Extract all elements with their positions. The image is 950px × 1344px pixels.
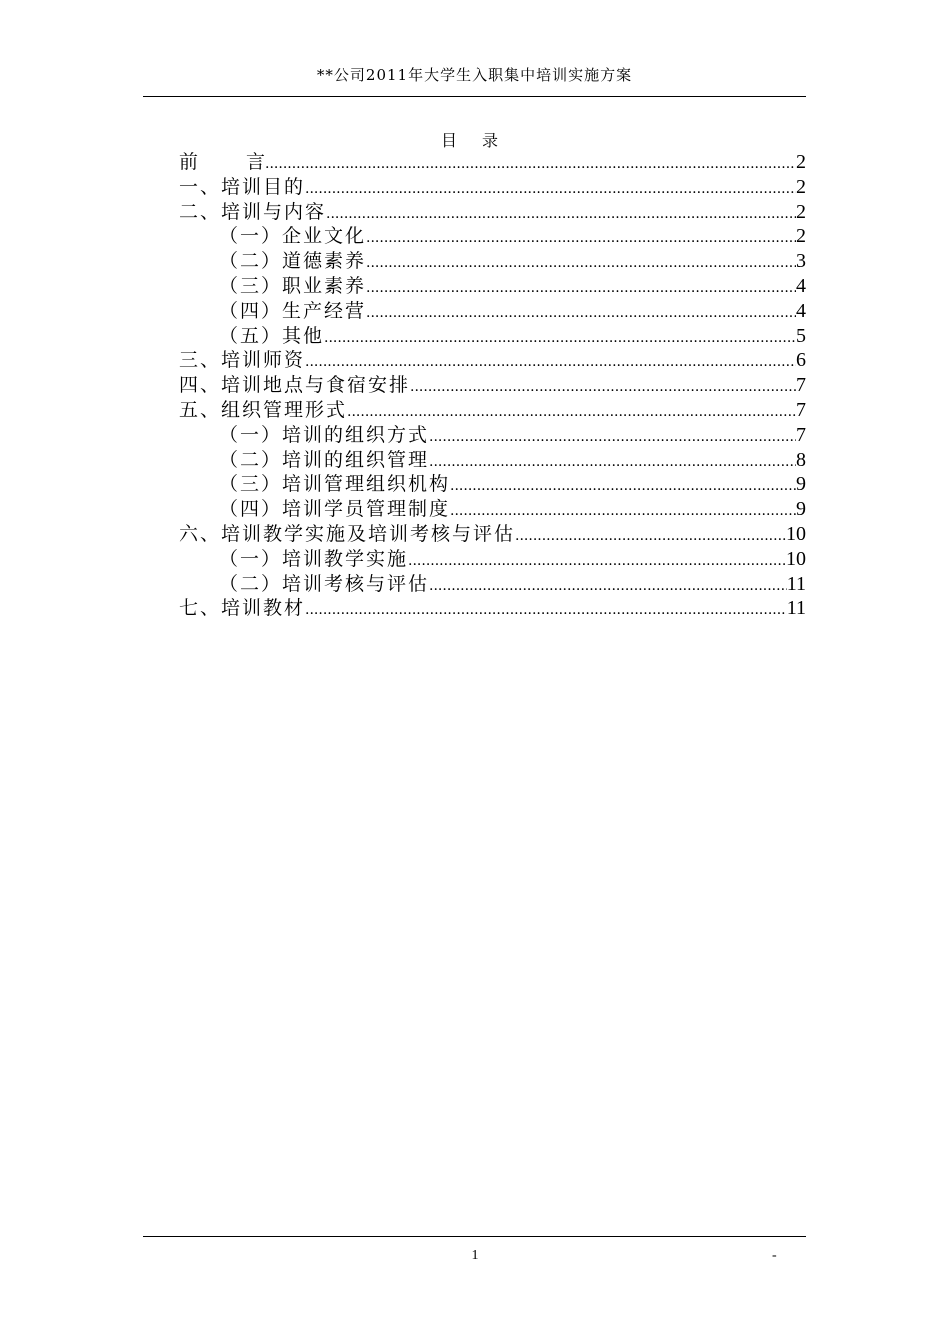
toc-entry-label: （三）职业素养 bbox=[219, 274, 367, 297]
toc-entry-label: （三）培训管理组织机构 bbox=[219, 473, 451, 496]
toc-entry-page: 8 bbox=[796, 448, 806, 471]
toc-entry-label: （二）培训的组织管理 bbox=[219, 448, 430, 471]
toc-entry-page: 4 bbox=[796, 274, 806, 297]
toc-entry-label: （二）道德素养 bbox=[219, 250, 367, 273]
toc-entry[interactable] bbox=[179, 200, 806, 225]
toc-entry[interactable] bbox=[179, 423, 806, 448]
toc-entry-label: （一）培训教学实施 bbox=[219, 547, 409, 570]
toc-entry-label: 六、培训教学实施及培训考核与评估 bbox=[179, 522, 516, 545]
toc-dot-leader bbox=[429, 450, 796, 475]
toc-dot-leader bbox=[366, 251, 796, 276]
toc-entry-label: 五、组织管理形式 bbox=[179, 398, 348, 421]
toc-entry[interactable] bbox=[179, 572, 806, 597]
toc-entry[interactable] bbox=[179, 373, 806, 398]
toc-entry-label: 前 言 bbox=[179, 151, 266, 173]
toc-entry[interactable] bbox=[179, 348, 806, 373]
toc-dot-leader bbox=[515, 524, 786, 549]
toc-list bbox=[179, 150, 806, 621]
toc-entry[interactable] bbox=[179, 249, 806, 274]
toc-entry-label: 七、培训教材 bbox=[179, 597, 306, 620]
toc-entry[interactable] bbox=[179, 274, 806, 299]
footer-rule bbox=[143, 1236, 806, 1237]
toc-dot-leader bbox=[408, 549, 786, 574]
toc-dot-leader bbox=[450, 499, 796, 524]
toc-entry-label: （一）企业文化 bbox=[219, 225, 367, 248]
toc-dot-leader bbox=[410, 375, 796, 400]
toc-entry-page: 3 bbox=[796, 250, 806, 273]
toc-dot-leader bbox=[366, 226, 796, 251]
toc-entry-page: 2 bbox=[796, 175, 806, 198]
toc-dot-leader bbox=[366, 276, 796, 301]
toc-entry-page: 4 bbox=[796, 299, 806, 322]
toc-entry-label: （四）培训学员管理制度 bbox=[219, 498, 451, 521]
toc-entry-label: 四、培训地点与食宿安排 bbox=[179, 374, 411, 397]
toc-entry[interactable] bbox=[179, 448, 806, 473]
toc-dot-leader bbox=[366, 301, 796, 326]
toc-heading: 目 录 bbox=[440, 131, 509, 150]
toc-entry-page: 5 bbox=[796, 324, 806, 347]
toc-entry-label: 二、培训与内容 bbox=[179, 200, 327, 223]
toc-dot-leader bbox=[305, 177, 796, 202]
toc-dot-leader bbox=[326, 202, 796, 227]
toc-dot-leader bbox=[265, 152, 796, 177]
toc-entry-page: 2 bbox=[796, 225, 806, 248]
toc-entry[interactable] bbox=[179, 324, 806, 349]
header-rule bbox=[143, 96, 806, 97]
header-title: **公司2011年大学生入职集中培训实施方案 bbox=[316, 66, 633, 84]
toc-entry-label: （五）其他 bbox=[219, 324, 325, 347]
toc-entry-page: 10 bbox=[786, 522, 806, 545]
toc-entry-label: 一、培训目的 bbox=[179, 175, 306, 198]
toc-entry-page: 10 bbox=[786, 547, 806, 570]
toc-entry-page: 6 bbox=[796, 349, 806, 372]
toc-entry[interactable] bbox=[179, 150, 806, 175]
toc-entry-page: 11 bbox=[786, 572, 806, 595]
toc-entry-page: 2 bbox=[796, 151, 806, 173]
toc-entry-label: （四）生产经营 bbox=[219, 299, 367, 322]
toc-dot-leader bbox=[305, 598, 787, 623]
toc-dot-leader bbox=[429, 425, 796, 450]
toc-dot-leader bbox=[450, 474, 796, 499]
toc-entry-page: 7 bbox=[796, 423, 806, 446]
toc-entry-page: 9 bbox=[796, 498, 806, 521]
toc-entry-page: 2 bbox=[796, 200, 806, 223]
toc-entry[interactable] bbox=[179, 547, 806, 572]
footer-dash: - bbox=[772, 1248, 777, 1263]
toc-dot-leader bbox=[305, 350, 796, 375]
toc-entry[interactable] bbox=[179, 596, 806, 621]
toc-dot-leader bbox=[347, 400, 796, 425]
toc-entry[interactable] bbox=[179, 522, 806, 547]
footer-page-number: 1 bbox=[471, 1248, 479, 1263]
toc-entry-page: 7 bbox=[796, 398, 806, 421]
toc-entry[interactable] bbox=[179, 224, 806, 249]
toc-dot-leader bbox=[324, 326, 796, 351]
toc-entry[interactable] bbox=[179, 398, 806, 423]
toc-entry[interactable] bbox=[179, 299, 806, 324]
toc-entry[interactable] bbox=[179, 497, 806, 522]
toc-entry-label: （一）培训的组织方式 bbox=[219, 423, 430, 446]
toc-entry-page: 7 bbox=[796, 374, 806, 397]
toc-entry[interactable] bbox=[179, 175, 806, 200]
toc-entry-label: 三、培训师资 bbox=[179, 349, 306, 372]
toc-dot-leader bbox=[429, 574, 787, 599]
toc-entry-label: （二）培训考核与评估 bbox=[219, 572, 430, 595]
toc-entry-page: 11 bbox=[786, 597, 806, 620]
toc-entry[interactable] bbox=[179, 472, 806, 497]
toc-entry-page: 9 bbox=[796, 473, 806, 496]
